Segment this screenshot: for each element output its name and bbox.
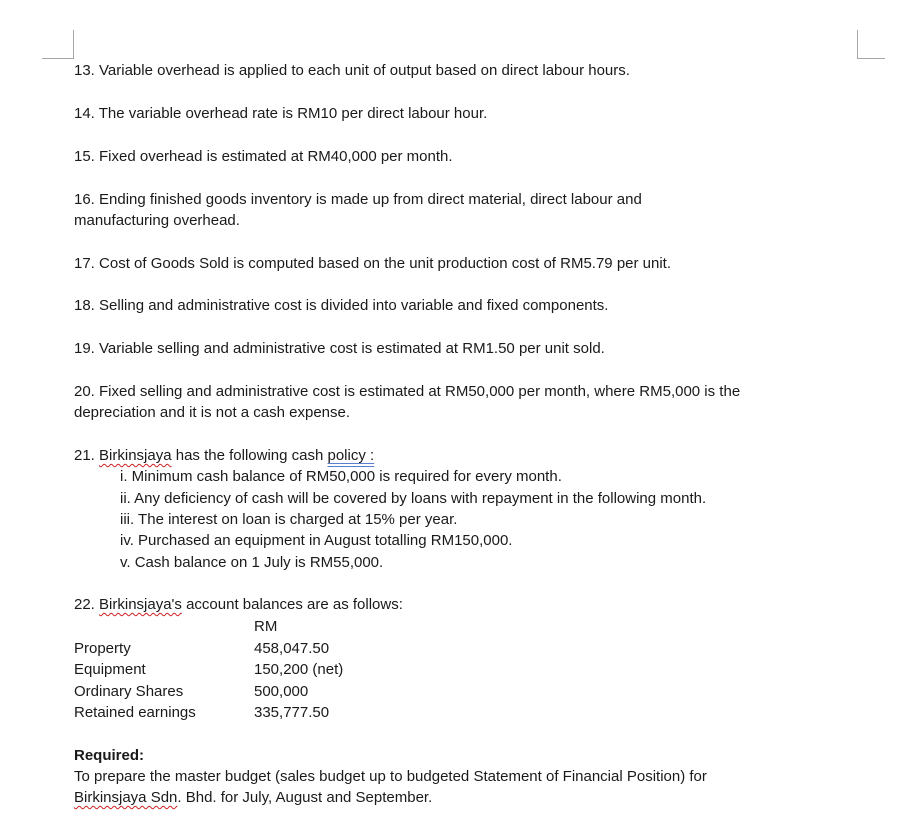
balance-label: Retained earnings [74, 704, 196, 721]
crop-mark-right-horizontal [857, 58, 885, 59]
balance-label: Ordinary Shares [74, 683, 184, 700]
item-16-line-2: manufacturing overhead. [74, 212, 240, 229]
policy-point: v. Cash balance on 1 July is RM55,000. [120, 554, 384, 571]
required-line-2-rest: . Bhd. for July, August and September. [177, 789, 433, 806]
balance-amount: 150,200 (net) [254, 661, 344, 678]
policy-point: iv. Purchased an equipment in August totalling RM150,000. [120, 532, 513, 549]
item-17: 17. Cost of Goods Sold is computed based on the unit production cost of RM5.79 per unit. [74, 255, 672, 272]
item-22-heading [74, 595, 403, 615]
policy-point: ii. Any deficiency of cash will be covered by loans with repayment in the following month. [120, 490, 707, 507]
item-22-prefix: 22. [74, 596, 100, 613]
company-name-spelling[interactable]: Birkinsjaya [99, 447, 172, 464]
item-13: 13. Variable overhead is applied to each unit of output based on direct labour hours. [74, 62, 630, 79]
required-company-spelling[interactable]: Birkinsjaya Sdn [74, 789, 178, 806]
policy-point: i. Minimum cash balance of RM50,000 is required for every month. [120, 468, 562, 485]
balance-amount: 335,777.50 [254, 704, 330, 721]
policy-point: iii. The interest on loan is charged at 15% per year. [120, 511, 458, 528]
currency-header: RM [254, 618, 278, 635]
item-14: 14. The variable overhead rate is RM10 per direct labour hour. [74, 105, 488, 122]
item-20-line-2: depreciation and it is not a cash expense. [74, 404, 351, 421]
item-21-heading [74, 446, 374, 466]
balance-amount: 458,047.50 [254, 640, 330, 657]
item-19: 19. Variable selling and administrative cost is estimated at RM1.50 per unit sold. [74, 340, 605, 357]
item-20-line-1: 20. Fixed selling and administrative cost is estimated at RM50,000 per month, where RM5,000 is the [74, 383, 741, 400]
item-18: 18. Selling and administrative cost is divided into variable and fixed components. [74, 297, 609, 314]
item-15: 15. Fixed overhead is estimated at RM40,000 per month. [74, 148, 453, 165]
balance-amount: 500,000 [254, 683, 309, 700]
required-heading: Required: [74, 747, 145, 764]
policy-word-grammar[interactable]: policy : [327, 447, 375, 464]
item-21-middle: has the following cash [171, 447, 328, 464]
crop-mark-right-vertical [857, 30, 858, 59]
crop-mark-left-vertical [73, 30, 74, 59]
balance-label: Property [74, 640, 131, 657]
crop-mark-left-horizontal [42, 58, 74, 59]
item-16-line-1: 16. Ending finished goods inventory is made up from direct material, direct labour and [74, 191, 642, 208]
item-21-prefix: 21. [74, 447, 100, 464]
company-name-possessive-spelling[interactable]: Birkinsjaya's [99, 596, 182, 613]
balance-label: Equipment [74, 661, 146, 678]
required-line-2 [74, 788, 432, 808]
required-line-1: To prepare the master budget (sales budget up to budgeted Statement of Financial Position) for [74, 768, 707, 785]
item-22-suffix: account balances are as follows: [181, 596, 403, 613]
